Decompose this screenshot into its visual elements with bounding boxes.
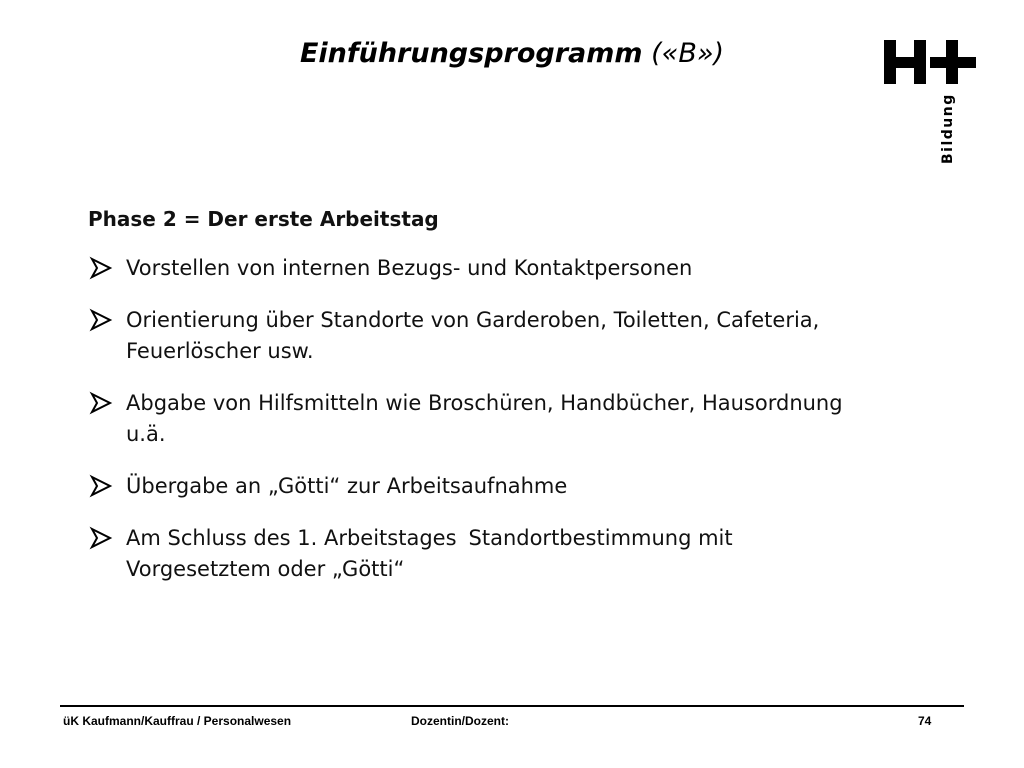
slide-title-main: Einführungsprogramm [299, 38, 643, 69]
bullet-text-part-b: Standortbestimmung mit [468, 526, 733, 550]
footer-page-number: 74 [918, 714, 932, 728]
arrowhead-bullet-icon [88, 307, 114, 333]
logo-wordmark: Bildung [940, 93, 956, 164]
list-item [88, 305, 948, 367]
arrowhead-bullet-icon [88, 525, 114, 551]
footer-lecturer: Dozentin/Dozent: [411, 714, 509, 728]
arrowhead-bullet-icon [88, 473, 114, 499]
bullet-text: Orientierung über Standorte von Garderoben, Toiletten, Cafeteria, [126, 308, 820, 332]
list-item [88, 471, 948, 502]
arrowhead-bullet-icon [88, 390, 114, 416]
bullet-text: Vorstellen von internen Bezugs- und Kontaktpersonen [126, 256, 693, 280]
bullet-text-continued: u.ä. [126, 422, 166, 446]
list-item [88, 253, 948, 284]
arrowhead-bullet-icon [88, 255, 114, 281]
slide-title [0, 38, 1024, 69]
list-item [88, 388, 948, 450]
bullet-text: Übergabe an „Götti“ zur Arbeitsaufnahme [126, 474, 568, 498]
phase-heading: Phase 2 = Der erste Arbeitstag [88, 207, 439, 231]
list-item [88, 523, 948, 585]
bullet-text-continued: Vorgesetztem oder „Götti“ [126, 557, 405, 581]
bullet-text-continued: Feuerlöscher usw. [126, 339, 314, 363]
slide-content [88, 204, 948, 606]
bullet-list [88, 253, 948, 585]
footer-divider [60, 705, 964, 707]
h-plus-logo-icon [884, 38, 976, 168]
bullet-text: Abgabe von Hilfsmitteln wie Broschüren, Handbücher, Hausordnung [126, 391, 843, 415]
slide-title-suffix: («B») [651, 38, 725, 69]
bullet-text-part-a: Am Schluss des 1. Arbeitstages [126, 526, 457, 550]
bullet-text [126, 523, 948, 554]
footer-course: üK Kaufmann/Kauffrau / Personalwesen [63, 714, 292, 728]
